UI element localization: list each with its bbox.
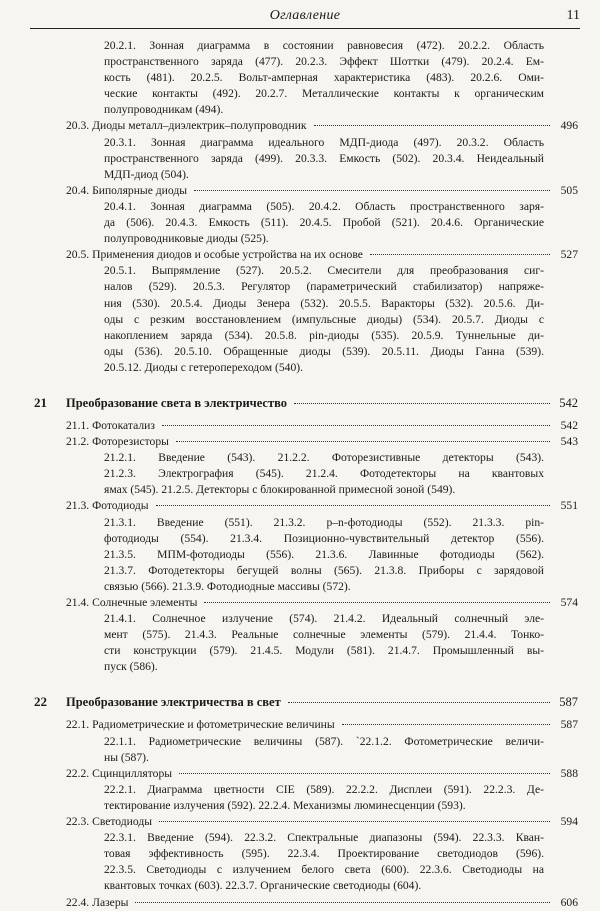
section-title: 21.1. Фотокатализ [66, 418, 155, 432]
subsection-text: оды (536). 20.5.10. Обращенные диоды (539). 20.5.11. Диоды Ганна (539). [104, 344, 544, 358]
subsection-text: товая эффективность (595). 22.3.4. Проектирование светодиодов (596). [104, 847, 544, 861]
section-title: 20.5. Применения диодов и особые устройства на их основе [66, 248, 363, 262]
subsection-line [0, 344, 600, 360]
toc-link[interactable] [66, 895, 578, 911]
toc-link[interactable] [66, 394, 578, 412]
dot-leader [288, 702, 550, 703]
chapter-title: Преобразование света в электричество [66, 395, 288, 410]
subsection-line [0, 579, 600, 595]
section-title: 21.2. Фоторезисторы [66, 435, 169, 449]
subsection-text: оды с резким восстановлением (импульсные диоды) (534). 20.5.7. Диоды с [104, 312, 544, 326]
section-title: 22.3. Светодиоды [66, 815, 153, 829]
subsection-text: кость (481). 20.2.5. Вольт-амперная характеристика (483). 20.2.6. Оми- [104, 71, 544, 85]
subsection-text: 20.3.1. Зонная диаграмма идеального МДП-диода (497). 20.3.2. Область [104, 135, 544, 149]
subsection-line [0, 151, 600, 167]
subsection-text: 21.2.1. Введение (543). 21.2.2. Фоторезистивные детекторы (543). [104, 451, 544, 465]
dot-leader [294, 403, 550, 404]
subsection-text: пространственного заряда (499). 20.3.3. Емкость (502). 20.3.4. Неидеальный [104, 151, 544, 165]
subsection-line [0, 734, 600, 750]
section-entry [0, 895, 600, 911]
dot-leader [162, 425, 550, 426]
running-header [30, 6, 580, 29]
subsection-text: 21.4.1. Солнечное излучение (574). 21.4.2. Идеальный солнечный эле- [104, 612, 544, 626]
subsection-line [0, 782, 600, 798]
section-title: 21.4. Солнечные элементы [66, 596, 198, 609]
chapter-number: 22 [34, 694, 47, 710]
section-page: 574 [560, 596, 578, 609]
dot-leader [156, 505, 550, 506]
chapter-page: 542 [559, 395, 578, 410]
subsection-line [0, 279, 600, 295]
subsection-text: полупроводниковые диоды (525). [104, 232, 269, 246]
section-entry [0, 498, 600, 514]
section-entry [0, 595, 600, 611]
chapter-title: Преобразование электричества в свет [66, 695, 281, 710]
subsection-line [0, 135, 600, 151]
subsection-line [0, 750, 600, 766]
subsection-text: сти конструкции (579). 21.4.5. Модули (581). 21.4.7. Промышленный вы- [104, 644, 544, 658]
subsection-line [0, 482, 600, 498]
subsection-line [0, 86, 600, 102]
subsection-text: МДП-диод (504). [104, 167, 189, 181]
section-page: 527 [560, 248, 578, 262]
subsection-line [0, 798, 600, 814]
subsection-line [0, 328, 600, 344]
toc-link[interactable] [66, 183, 578, 199]
subsection-text: 20.2.1. Зонная диаграмма в состоянии равновесия (472). 20.2.2. Область [104, 39, 544, 52]
subsection-text: пуск (586). [104, 660, 158, 674]
section-title: 22.4. Лазеры [66, 895, 129, 909]
subsection-line [0, 450, 600, 466]
toc-link[interactable] [66, 498, 578, 514]
section-page: 496 [560, 119, 578, 133]
section-title: 22.2. Сцинцилляторы [66, 766, 173, 780]
subsection-line [0, 70, 600, 86]
page-number: 11 [566, 8, 580, 23]
section-entry [0, 247, 600, 263]
section-page: 542 [560, 418, 578, 432]
subsection-line [0, 563, 600, 579]
dot-leader [370, 254, 550, 255]
subsection-text: ния (530). 20.5.4. Диоды Зенера (532). 20.5.5. Варакторы (532). 20.5.6. Ди- [104, 296, 544, 310]
subsection-text: ческие контакты (492). 20.2.7. Металлические контакты к органическим [104, 87, 544, 101]
section-page: 587 [560, 718, 578, 732]
subsection-text: тектирование излучения (592). 22.2.4. Механизмы люминесценции (593). [104, 798, 466, 812]
subsection-line [0, 466, 600, 482]
subsection-text: 22.3.5. Светодиоды с излучением белого света (600). 22.3.6. Светодиоды на [104, 863, 544, 877]
subsection-text: 21.2.3. Электрография (545). 21.2.4. Фотодетекторы на квантовых [104, 467, 544, 481]
section-page: 588 [560, 766, 578, 780]
subsection-line [0, 38, 600, 54]
section-page: 505 [560, 183, 578, 197]
subsection-line [0, 547, 600, 563]
subsection-line [0, 312, 600, 328]
section-entry [0, 118, 600, 134]
subsection-line [0, 643, 600, 659]
toc-link[interactable] [66, 247, 578, 263]
subsection-line [0, 862, 600, 878]
subsection-text: налов (529). 20.5.3. Регулятор (параметрический стабилизатор) напряже- [104, 280, 544, 294]
section-entry [0, 814, 600, 830]
subsection-line [0, 627, 600, 643]
subsection-text: мент (575). 21.4.3. Реальные солнечные элементы (579). 21.4.4. Тонко- [104, 628, 544, 642]
subsection-line [0, 54, 600, 70]
section-title: 21.3. Фотодиоды [66, 499, 149, 513]
subsection-line [0, 830, 600, 846]
toc-link[interactable] [66, 717, 578, 733]
subsection-line [0, 263, 600, 279]
subsection-line [0, 878, 600, 894]
subsection-line [0, 231, 600, 247]
section-title: 20.4. Биполярные диоды [66, 183, 188, 197]
subsection-line [0, 531, 600, 547]
section-entry [0, 766, 600, 782]
subsection-text: квантовых точках (603). 22.3.7. Органические светодиоды (604). [104, 879, 422, 893]
subsection-line [0, 360, 600, 376]
subsection-text: 21.3.1. Введение (551). 21.3.2. p–n-фотодиоды (552). 21.3.3. pin- [104, 515, 544, 529]
subsection-text: 20.5.12. Диоды с гетеропереходом (540). [104, 360, 304, 374]
section-title: 22.1. Радиометрические и фотометрические величины [66, 718, 335, 732]
dot-leader [179, 773, 550, 774]
section-entry [0, 434, 600, 450]
subsection-line [0, 199, 600, 215]
subsection-text: да (506). 20.4.3. Емкость (511). 20.4.5. Пробой (521). 20.4.6. Органические [104, 216, 544, 230]
subsection-text: фотодиоды (554). 21.3.4. Позиционно-чувствительный детектор (556). [104, 531, 544, 545]
spacer [0, 376, 600, 394]
subsection-text: 22.3.1. Введение (594). 22.3.2. Спектральные диапазоны (594). 22.3.3. Кван- [104, 831, 544, 845]
toc-link[interactable] [66, 418, 578, 434]
subsection-text: связью (566). 21.3.9. Фотодиодные массивы (572). [104, 579, 351, 593]
section-page: 551 [560, 499, 578, 513]
dot-leader [194, 190, 550, 191]
chapter-page: 587 [559, 695, 578, 710]
subsection-line [0, 659, 600, 675]
chapter-entry [0, 693, 600, 711]
subsection-text: 22.2.1. Диаграмма цветности CIE (589). 22.2.2. Дисплеи (591). 22.2.3. Де- [104, 782, 544, 796]
section-entry [0, 717, 600, 733]
chapter-number: 21 [34, 394, 47, 410]
subsection-text: 21.3.5. МПМ-фотодиоды (556). 21.3.6. Лавинные фотодиоды (562). [104, 547, 544, 561]
table-of-contents [0, 38, 600, 911]
dot-leader [159, 821, 550, 822]
section-page: 543 [560, 435, 578, 449]
subsection-text: 20.5.1. Выпрямление (527). 20.5.2. Смесители для преобразования сиг- [104, 264, 544, 278]
toc-link[interactable] [66, 693, 578, 711]
section-page: 594 [560, 815, 578, 829]
subsection-line [0, 296, 600, 312]
subsection-text: ны (587). [104, 750, 149, 764]
subsection-line [0, 215, 600, 231]
dot-leader [342, 724, 550, 725]
toc-link[interactable] [66, 434, 578, 450]
section-page: 606 [560, 895, 578, 909]
toc-link[interactable] [66, 766, 578, 782]
toc-link[interactable] [66, 814, 578, 830]
subsection-line [0, 846, 600, 862]
dot-leader [135, 902, 550, 903]
section-entry [0, 183, 600, 199]
subsection-text: пространственного заряда (477). 20.2.3. Эффект Шоттки (479). 20.2.4. Ем- [104, 55, 544, 69]
toc-link[interactable] [66, 118, 578, 134]
subsection-line [0, 611, 600, 627]
chapter-entry [0, 394, 600, 412]
header-title: Оглавление [269, 8, 341, 23]
dot-leader [314, 125, 550, 126]
toc-link[interactable] [66, 595, 578, 611]
subsection-text: 22.1.1. Радиометрические величины (587). `22.1.2. Фотометрические величи- [104, 734, 544, 748]
section-entry [0, 418, 600, 434]
subsection-text: 21.3.7. Фотодетекторы бегущей волны (565). 21.3.8. Приборы с зарядовой [104, 563, 544, 577]
subsection-line [0, 515, 600, 531]
subsection-text: 20.4.1. Зонная диаграмма (505). 20.4.2. Область пространственного заря- [104, 199, 544, 213]
subsection-line [0, 167, 600, 183]
spacer [0, 675, 600, 693]
subsection-line [0, 102, 600, 118]
subsection-text: накоплением заряда (534). 20.5.8. pin-диоды (535). 20.5.9. Туннельные ди- [104, 328, 544, 342]
subsection-text: полупроводникам (494). [104, 103, 224, 117]
subsection-text: ямах (545). 21.2.5. Детекторы с блокированной примесной зоной (549). [104, 483, 456, 497]
section-title: 20.3. Диоды металл–диэлектрик–полупроводник [66, 119, 307, 133]
dot-leader [204, 602, 550, 603]
dot-leader [176, 441, 550, 442]
